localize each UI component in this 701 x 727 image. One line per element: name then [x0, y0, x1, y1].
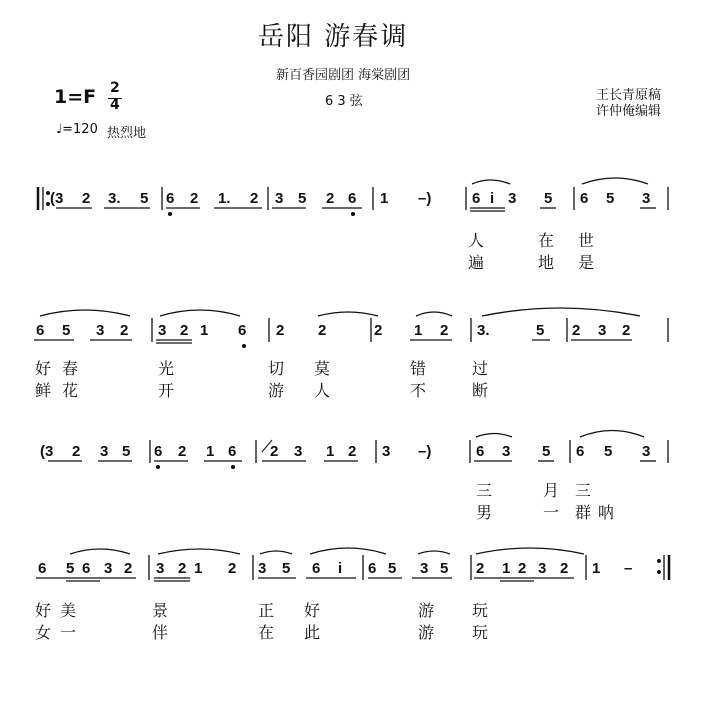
lyric: 切 [268, 359, 285, 378]
lyric: 好 [35, 601, 52, 620]
lyric: 游 [268, 381, 285, 400]
author-original: 王长青原稿 [596, 88, 662, 103]
note: 6 [348, 190, 357, 207]
lyric: 开 [158, 381, 175, 400]
note: 3 [100, 443, 109, 460]
note: 6 [238, 322, 247, 339]
note: 2 [374, 322, 383, 339]
lyric: 此 [304, 623, 321, 642]
note: 1 [326, 443, 335, 460]
note: 2 [348, 443, 357, 460]
note: 2 [190, 190, 199, 207]
note: 1. [218, 190, 231, 207]
troupe-credit: 新百香园剧团 海棠剧团 [276, 68, 411, 83]
note: 5 [122, 443, 131, 460]
lyric: 是 [578, 253, 595, 272]
note: 3 [502, 443, 511, 460]
note: 3 [598, 322, 607, 339]
note: 6 [576, 443, 585, 460]
note: 2 [124, 560, 133, 577]
note: 5 [542, 443, 551, 460]
lyric: 游 [418, 623, 435, 642]
note: 5 [66, 560, 75, 577]
note: 6 [368, 560, 377, 577]
note: 2 [178, 560, 187, 577]
author-editor: 许仲俺编辑 [596, 104, 662, 119]
note: 6 [38, 560, 47, 577]
note: 2 [326, 190, 335, 207]
meter-bottom: 4 [110, 97, 120, 113]
note: 3 [258, 560, 267, 577]
lyric: 光 [158, 359, 175, 378]
lyric: 三 [476, 481, 493, 500]
strings-indication: 6 3 弦 [325, 94, 363, 109]
note: 5 [604, 443, 613, 460]
lyric: 游 [418, 601, 435, 620]
lyric: 人 [468, 231, 485, 250]
note: 6 [476, 443, 485, 460]
lyric: 在 [538, 231, 555, 250]
note: 6 [166, 190, 175, 207]
lyric: 正 [258, 601, 275, 620]
lyric: 地 [538, 253, 555, 272]
note: 2 [120, 322, 129, 339]
lyric: 过 [472, 359, 489, 378]
note: 6 [312, 560, 321, 577]
note: 6 [36, 322, 45, 339]
note: 2 [228, 560, 237, 577]
note: –) [418, 443, 432, 460]
note: 3 [156, 560, 165, 577]
lyric: 呐 [598, 503, 615, 522]
expression-marking: 热烈地 [107, 126, 147, 141]
lyric: 世 [578, 231, 595, 250]
note: 5 [388, 560, 397, 577]
lyric: 莫 [314, 359, 331, 378]
note: 3 [96, 322, 105, 339]
note: 3. [108, 190, 121, 207]
note: 3 [642, 190, 651, 207]
note: 1 [592, 560, 601, 577]
note: 3 [275, 190, 284, 207]
note: i [490, 190, 495, 207]
quarter-note-icon: ♩ [56, 122, 63, 137]
note: 5 [62, 322, 71, 339]
lyric: 遍 [468, 253, 485, 272]
note: 2 [560, 560, 569, 577]
note: 3 [158, 322, 167, 339]
note: 5 [536, 322, 545, 339]
note: 6 [154, 443, 163, 460]
note: 2 [622, 322, 631, 339]
note: 1 [206, 443, 215, 460]
note: 1 [194, 560, 203, 577]
note: 2 [180, 322, 189, 339]
lyric: 景 [152, 601, 169, 620]
lyric: 断 [472, 381, 489, 400]
note: 2 [82, 190, 91, 207]
lyric: 一 [543, 503, 560, 522]
note: – [624, 560, 633, 577]
note: 3 [642, 443, 651, 460]
lyric: 三 [575, 481, 592, 500]
note: 2 [518, 560, 527, 577]
note: 5 [544, 190, 553, 207]
note: 5 [298, 190, 307, 207]
note: 2 [250, 190, 259, 207]
lyric: 好 [304, 601, 321, 620]
lyric: 群 [575, 503, 592, 522]
note: 6 [580, 190, 589, 207]
note: 5 [440, 560, 449, 577]
lyric: 男 [476, 503, 493, 522]
lyric: 好 [35, 359, 52, 378]
lyric: 不 [410, 381, 427, 400]
lyric: 一 [60, 623, 77, 642]
note: –) [418, 190, 432, 207]
note: (3 [50, 190, 64, 207]
lyric: 错 [410, 359, 427, 378]
note: 2 [178, 443, 187, 460]
note: 1 [200, 322, 209, 339]
note: (3 [40, 443, 54, 460]
note: 2 [276, 322, 285, 339]
note: 2 [270, 443, 279, 460]
note: 3 [420, 560, 429, 577]
lyric: 伴 [152, 623, 169, 642]
lyric: 美 [60, 601, 77, 620]
note: 2 [72, 443, 81, 460]
note: 2 [476, 560, 485, 577]
lyric: 月 [543, 481, 560, 500]
lyric: 人 [314, 381, 331, 400]
note: 3. [477, 322, 490, 339]
lyric: 在 [258, 623, 275, 642]
note: 3 [294, 443, 303, 460]
note: 2 [440, 322, 449, 339]
key-signature: 1=F [54, 86, 97, 108]
note: 1 [380, 190, 389, 207]
note: 6 [82, 560, 91, 577]
note: 2 [318, 322, 327, 339]
lyric: 玩 [472, 601, 489, 620]
note: 5 [606, 190, 615, 207]
lyric: 女 [35, 623, 52, 642]
note: 6 [228, 443, 237, 460]
song-title: 岳阳 游春调 [258, 22, 409, 52]
note: 1 [502, 560, 511, 577]
note: 3 [508, 190, 517, 207]
note: 3 [382, 443, 391, 460]
note: 3 [538, 560, 547, 577]
note: i [338, 560, 343, 577]
lyric: 鲜 [35, 381, 52, 400]
note: 3 [104, 560, 113, 577]
tempo-value: =120 [62, 122, 98, 137]
note: 1 [414, 322, 423, 339]
note: 5 [282, 560, 291, 577]
lyric: 花 [62, 381, 79, 400]
note: 2 [572, 322, 581, 339]
lyric: 玩 [472, 623, 489, 642]
meter-top: 2 [110, 80, 120, 96]
note: 5 [140, 190, 149, 207]
lyric: 春 [62, 359, 79, 378]
note: 6 [472, 190, 481, 207]
